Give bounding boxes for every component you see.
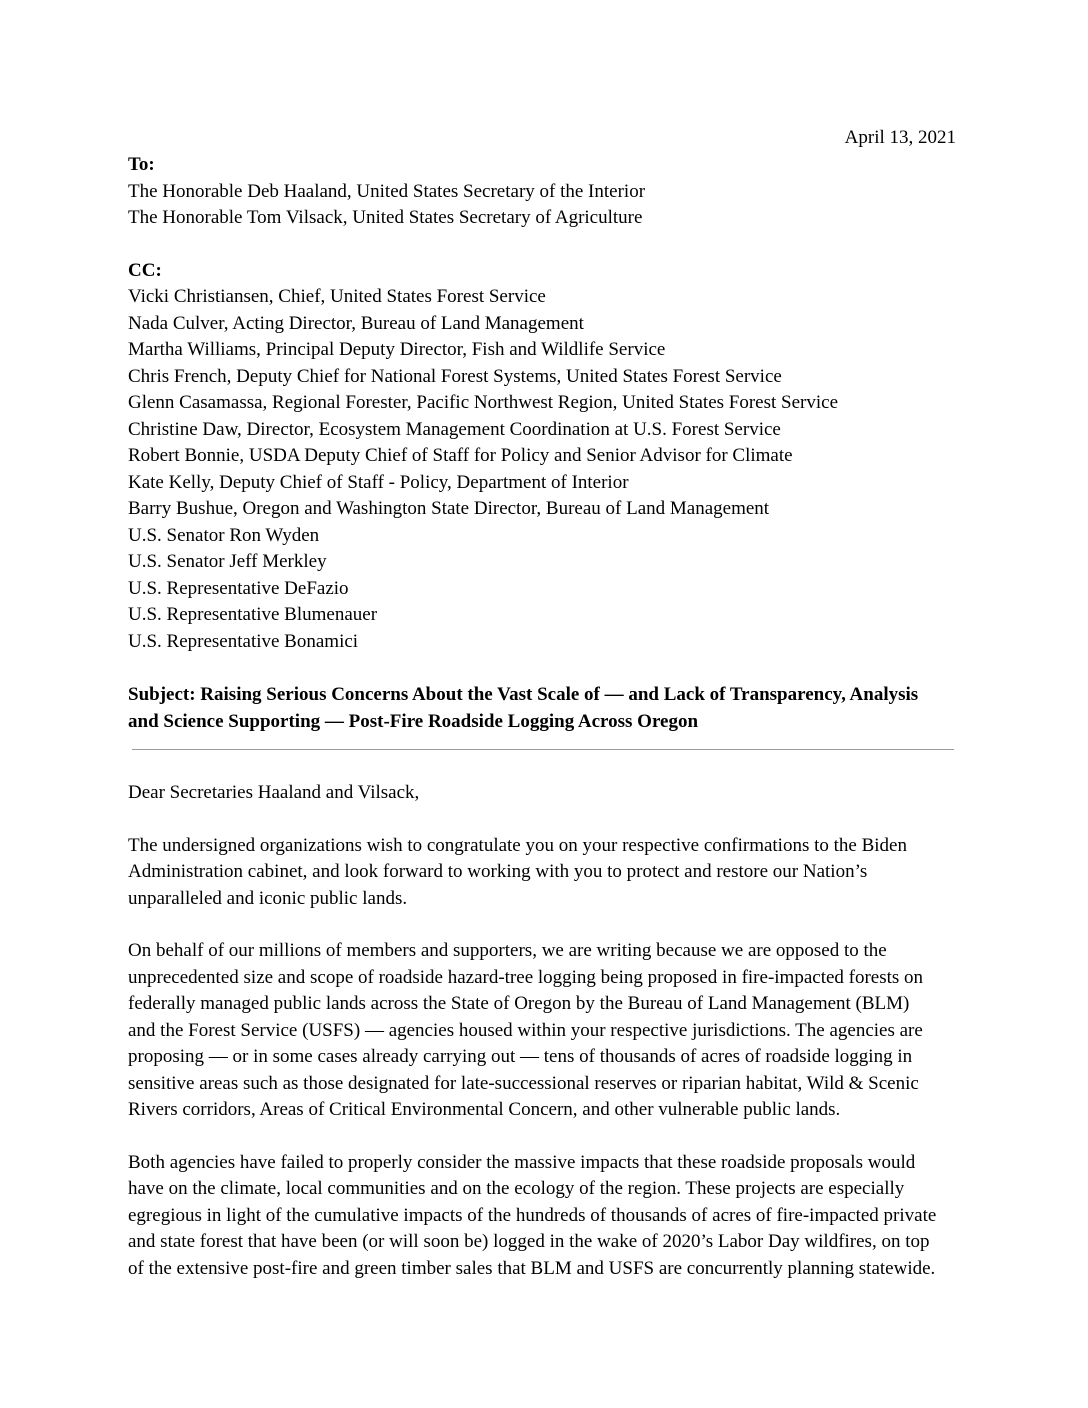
- letter-date: April 13, 2021: [844, 127, 956, 148]
- salutation: Dear Secretaries Haaland and Vilsack,: [128, 782, 420, 803]
- subject-line: and Science Supporting — Post-Fire Roadside Logging Across Oregon: [128, 711, 699, 732]
- paragraph-line: egregious in light of the cumulative impacts of the hundreds of thousands of acres of fire-impacted private: [128, 1204, 937, 1226]
- cc-recipient: U.S. Representative Bonamici: [128, 630, 359, 652]
- subject-section: [128, 681, 960, 735]
- paragraph-line: and state forest that have been (or will soon be) logged in the wake of 2020’s Labor Day wildfires, on top: [128, 1231, 930, 1252]
- to-recipient: The Honorable Tom Vilsack, United States Secretary of Agriculture: [128, 207, 643, 228]
- cc-recipient: U.S. Senator Ron Wyden: [128, 524, 320, 546]
- cc-recipient: Glenn Casamassa, Regional Forester, Pacific Northwest Region, United States Forest Service: [128, 392, 839, 413]
- to-section: [128, 152, 960, 232]
- cc-label: CC:: [128, 259, 162, 281]
- cc-recipient: Nada Culver, Acting Director, Bureau of Land Management: [128, 312, 584, 334]
- paragraph-line: Rivers corridors, Areas of Critical Environmental Concern, and other vulnerable public lands.: [128, 1099, 841, 1120]
- cc-section: [128, 258, 960, 656]
- paragraph-line: sensitive areas such as those designated for late-successional reserves or riparian habitat, Wild & Scenic: [128, 1072, 919, 1094]
- to-recipient: The Honorable Deb Haaland, United States Secretary of the Interior: [128, 180, 646, 202]
- cc-recipient: Barry Bushue, Oregon and Washington State Director, Bureau of Land Management: [128, 498, 770, 519]
- to-label: To:: [128, 154, 155, 175]
- paragraph-line: Administration cabinet, and look forward to working with you to protect and restore our Nation’s: [128, 861, 868, 882]
- cc-recipient: U.S. Representative Blumenauer: [128, 604, 378, 625]
- cc-recipient: Martha Williams, Principal Deputy Director, Fish and Wildlife Service: [128, 339, 666, 360]
- cc-recipient: U.S. Senator Jeff Merkley: [128, 551, 327, 572]
- paragraph-line: proposing — or in some cases already carrying out — tens of thousands of acres of roadside logging in: [128, 1046, 913, 1067]
- cc-recipient: Robert Bonnie, USDA Deputy Chief of Staff for Policy and Senior Advisor for Climate: [128, 445, 793, 466]
- paragraph-line: unparalleled and iconic public lands.: [128, 887, 408, 909]
- paragraph-line: On behalf of our millions of members and supporters, we are writing because we are opposed to the: [128, 940, 887, 961]
- paragraph-line: of the extensive post-fire and green timber sales that BLM and USFS are concurrently planning statewide.: [128, 1257, 936, 1279]
- cc-recipient: Vicki Christiansen, Chief, United States Forest Service: [128, 286, 546, 307]
- body-paragraph: [128, 833, 960, 913]
- subject-line: Subject: Raising Serious Concerns About the Vast Scale of — and Lack of Transparency, Analysis: [128, 684, 919, 705]
- paragraph-line: and the Forest Service (USFS) — agencies housed within your respective jurisdictions. The agencies are: [128, 1019, 923, 1041]
- cc-recipient: U.S. Representative DeFazio: [128, 577, 349, 599]
- body-paragraph: [128, 1150, 960, 1283]
- cc-recipient: Christine Daw, Director, Ecosystem Management Coordination at U.S. Forest Service: [128, 418, 781, 440]
- paragraph-line: The undersigned organizations wish to congratulate you on your respective confirmations to the Biden: [128, 834, 907, 856]
- paragraph-line: federally managed public lands across the State of Oregon by the Bureau of Land Management (BLM): [128, 993, 910, 1014]
- cc-recipient: Kate Kelly, Deputy Chief of Staff - Policy, Department of Interior: [128, 471, 629, 493]
- letter-page: [128, 124, 960, 1282]
- paragraph-line: have on the climate, local communities and on the ecology of the region. These projects are especially: [128, 1178, 905, 1199]
- paragraph-line: Both agencies have failed to properly consider the massive impacts that these roadside proposals would: [128, 1151, 916, 1173]
- cc-recipient: Chris French, Deputy Chief for National Forest Systems, United States Forest Service: [128, 365, 782, 387]
- paragraph-line: unprecedented size and scope of roadside hazard-tree logging being proposed in fire-impacted forests on: [128, 966, 924, 988]
- body-paragraph: [128, 938, 960, 1124]
